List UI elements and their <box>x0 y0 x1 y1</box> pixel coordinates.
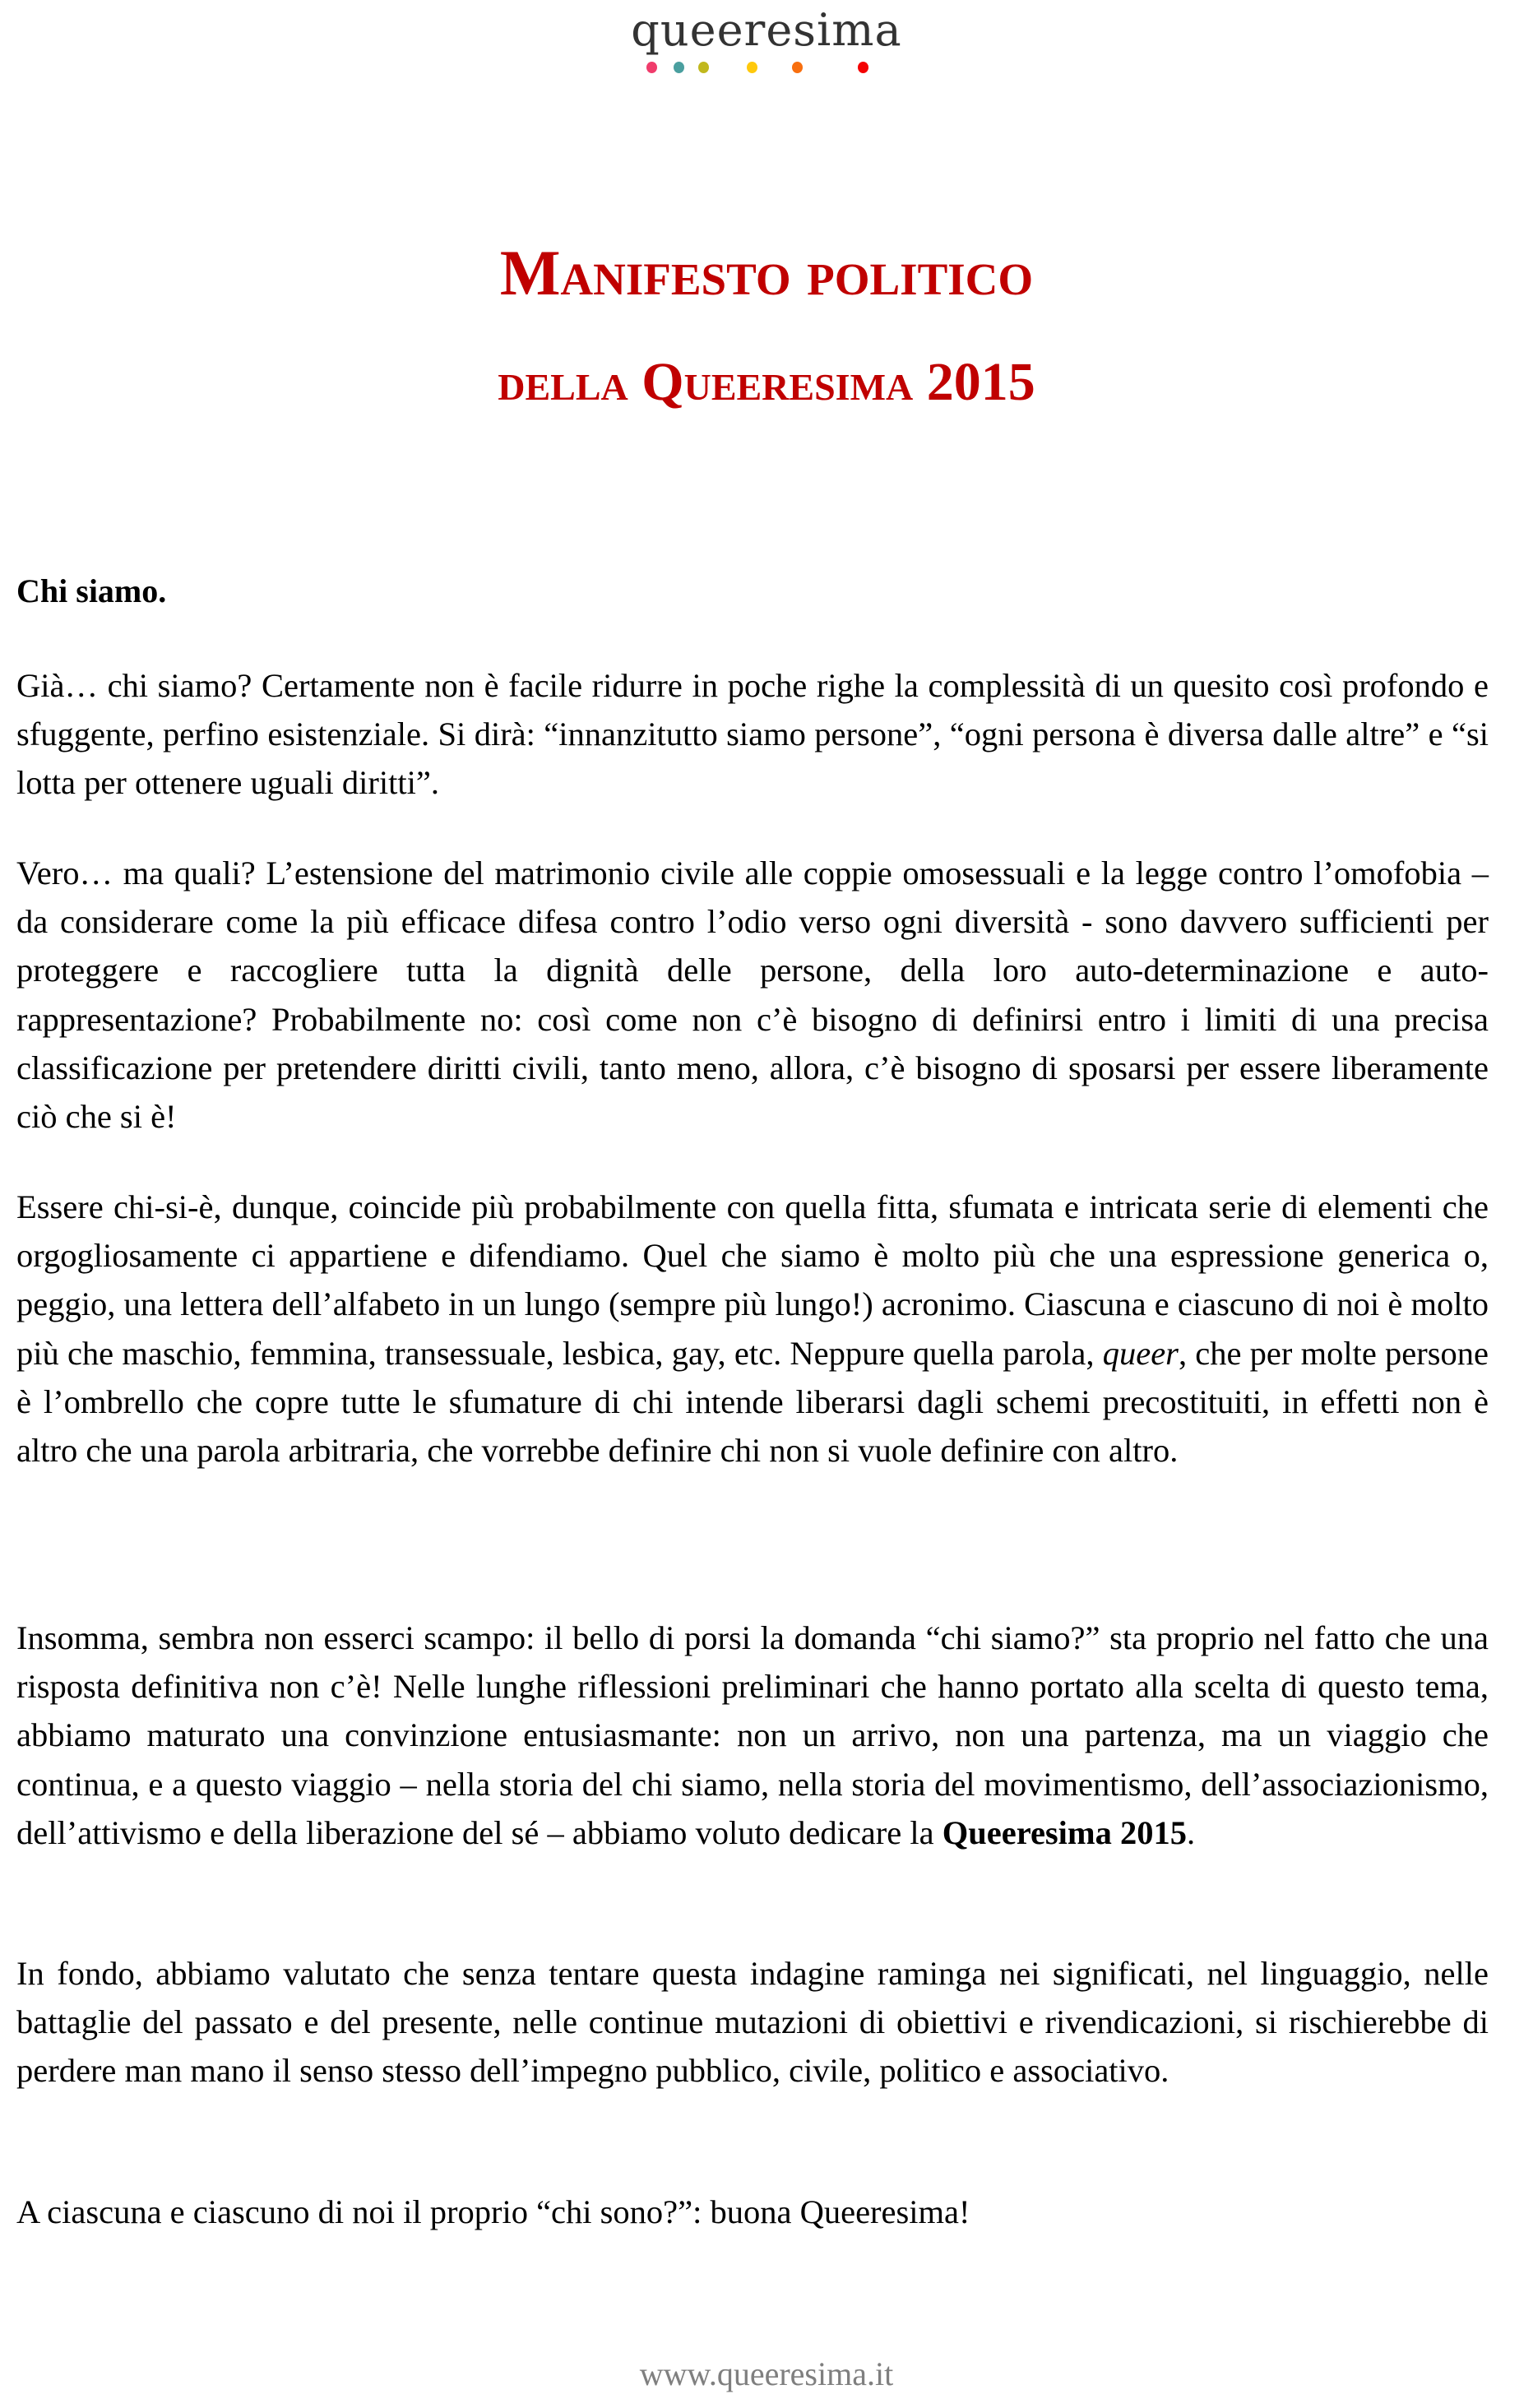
paragraph-2: Vero… ma quali? L’estensione del matrimonio civile alle coppie omosessuali e la legge contro l’omofobia – da considerare come la più efficace difesa contro l’odio verso ogni diversità - sono davvero sufficienti per proteggere e raccogliere tutta la dignità delle persone, della loro auto-determinazione e auto-rappresentazione? Probabilmente no: così come non c’è bisogno di definirsi entro i limiti di una precisa classificazione per pretendere diritti civili, tanto meno, allora, c’è bisogno di sposarsi per essere liberamente ciò che si è! <box>16 854 1489 1136</box>
logo <box>0 3 1533 58</box>
logo-dot-icon <box>674 62 684 73</box>
logo-dots <box>0 62 1533 73</box>
paragraph-1: Già… chi siamo? Certamente non è facile ridurre in poche righe la complessità di un quesito così profondo e sfuggente, perfino esistenziale. Si dirà: “innanzitutto siamo persone”, “ogni persona è diversa dalle altre” e “si lotta per ottenere uguali diritti”. <box>16 667 1489 802</box>
logo-dot-icon <box>646 62 657 73</box>
paragraph-4-text-b: . <box>1187 1813 1196 1851</box>
logo-dot-icon <box>698 62 709 73</box>
logo-dot-icon <box>858 62 868 73</box>
queeresima-2015-bold: Queeresima 2015 <box>942 1813 1188 1851</box>
paragraph-4 <box>16 1614 1489 1857</box>
queer-italic: queer <box>1102 1334 1179 1372</box>
logo-dot-icon <box>747 62 757 73</box>
title-line-2: della Queeresima 2015 <box>498 352 1035 412</box>
closing-line: A ciascuna e ciascuno di noi il proprio “chi sono?”: buona Queeresima! <box>16 2193 970 2230</box>
paragraph-5: In fondo, abbiamo valutato che senza tentare questa indagine raminga nei significati, nel linguaggio, nelle battaglie del passato e del presente, nelle continue mutazioni di obiettivi e rivendicazioni, si rischierebbe di perdere man mano il senso stesso dell’impegno pubblico, civile, politico e associativo. <box>16 1955 1489 2090</box>
paragraph-3 <box>16 1183 1489 1475</box>
footer-url[interactable]: www.queeresima.it <box>639 2355 894 2392</box>
paragraph-4-text-a: Insomma, sembra non esserci scampo: il bello di porsi la domanda “chi siamo?” sta proprio nel fatto che una risposta definitiva non c’è! Nelle lunghe riflessioni preliminari che hanno portato alla scelta di questo tema, abbiamo maturato una convinzione entusiasmante: non un arrivo, non una partenza, ma un viaggio che continua, e a questo viaggio – nella storia del chi siamo, nella storia del movimentismo, dell’associazionismo, dell’attivismo e della liberazione del sé – abbiamo voluto dedicare la <box>16 1619 1489 1851</box>
section-heading: Chi siamo. <box>16 572 167 609</box>
logo-wordmark: queeresima <box>631 4 902 56</box>
paragraph-3-text-a: Essere chi-si-è, dunque, coincide più probabilmente con quella fitta, sfumata e intricata serie di elementi che orgogliosamente ci appartiene e difendiamo. Quel che siamo è molto più che una espressione generica o, peggio, una lettera dell’alfabeto in un lungo (sempre più lungo!) acronimo. Ciascuna e ciascuno di noi è molto più che maschio, femmina, transessuale, lesbica, gay, etc. Neppure quella parola, <box>16 1188 1489 1372</box>
title-line-1: Manifesto politico <box>499 237 1034 308</box>
paragraph-3-text-b: , che per molte persone è l’ombrello che copre tutte le sfumature di chi intende liberarsi dagli schemi precostituiti, in effetti non è altro che una parola arbitraria, che vorrebbe definire chi non si vuole definire con altro. <box>16 1334 1489 1470</box>
logo-dot-icon <box>792 62 803 73</box>
